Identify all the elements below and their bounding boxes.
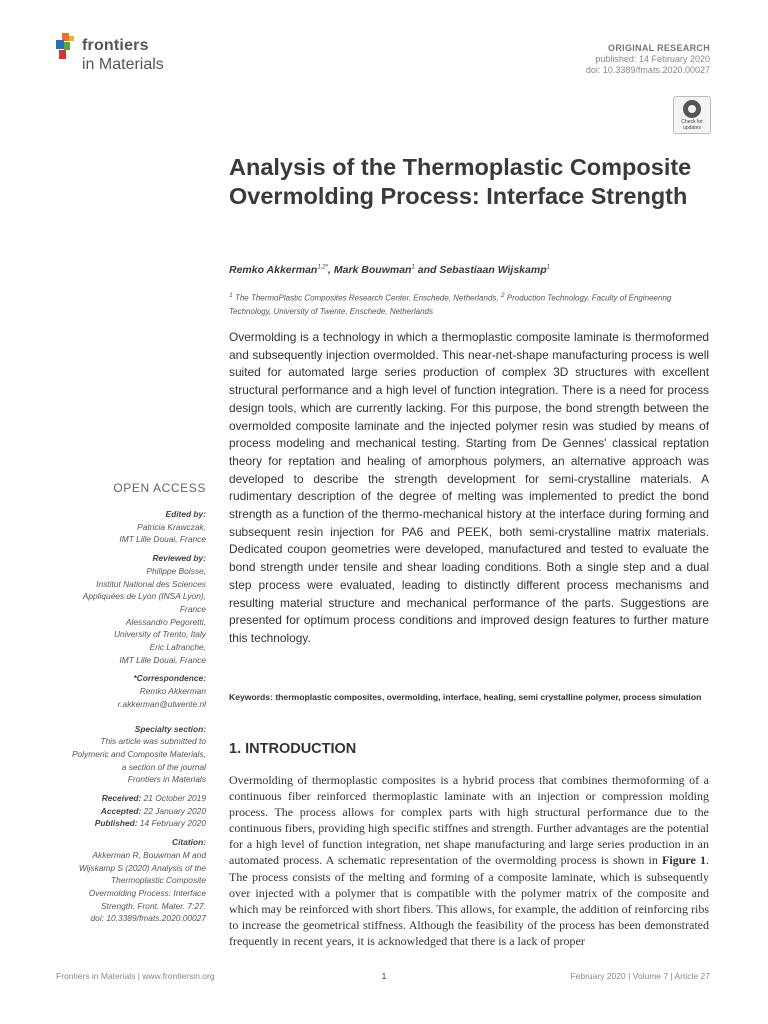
specialty-section-label: Specialty section: bbox=[134, 723, 206, 734]
editor-affiliation: IMT Lille Douai, France bbox=[119, 534, 206, 545]
published-date-sidebar: Published: 14 February 2020 bbox=[94, 818, 206, 829]
reviewer-affiliation: IMT Lille Douai, France bbox=[119, 654, 206, 665]
citation-doi-link[interactable]: doi: 10.3389/fmats.2020.00027 bbox=[90, 913, 206, 924]
check-updates-label: Check for updates bbox=[681, 119, 703, 131]
footer-journal-link[interactable]: Frontiers in Materials | www.frontiersin.org bbox=[56, 971, 215, 981]
reviewed-by-label: Reviewed by: bbox=[152, 553, 206, 564]
doi-link[interactable]: doi: 10.3389/fmats.2020.00027 bbox=[585, 65, 710, 75]
affiliation-2: Production Technology, Faculty of Engineering Technology, University of Twente, Enschede, Netherlands bbox=[229, 293, 672, 316]
introduction-paragraph: Overmolding of thermoplastic composites is a hybrid process that combines thermoforming of a continuous fiber reinforced thermoplastic laminate with an injection or compression molding process. The process allows for complex parts with high structural performance due to the continuous fibers, providing high specific stiffnes and strength. Further advantages are the potential for a high level of function integration, net shape manufacturing and large series production in an automated process. A schematic representation of the overmolding process is shown in Figure 1. The process consists of the melting and forming of a composite laminate, which is subsequently over injected with a polymer that is compatible with the polymer matrix of the composite and which may be reinforced with short fibers. This allows, for example, the addition of reinforcing ribs to increase the geometrical stiffness. Although the feasibility of the process has been demonstrated frequently in recent years, it is acknowledged that there is a lack of proper bbox=[229, 773, 709, 948]
open-access-label: OPEN ACCESS bbox=[113, 481, 206, 495]
abstract: Overmolding is a technology in which a thermoplastic composite laminate is thermoformed and subsequently injection overmolded. This near-net-shape manufacturing process is well suited for automated large series production of complex 3D structures with excellent structural performance and a high level of function integration. There is a need for process design tools, which are currently lacking. For this purpose, the bond strength between the overmolded composite laminate and the injected polymer resin was studied by means of process modeling and mechanical testing. Starting from De Gennes' classical reptation theory for reptation and healing of amorphous polymers, an alternative approach was developed to describe the strength development for semi-crystalline materials. A rudimentary description of the degree of melting was implemented to predict the bond strength as a function of the thermo-mechanical history at the interface during forming and subsequent resin injection for PA6 and PEEK, both semi-crystalline matrix materials. Dedicated coupon geometries were developed, manufactured and tested to evaluate the bond strength under tensile and shear loading conditions. Both a single step and a dual step process were evaluated, leading to distinctly different process mechanisms and resulting material structure and mechanical performance of the parts. Suggestions are presented for optimum process conditions and improved design features to further mature this technology. bbox=[229, 330, 709, 645]
affiliation-1: The ThermoPlastic Composites Research Center, Enschede, Netherlands, bbox=[234, 293, 499, 303]
specialty-text: This article was submitted to bbox=[100, 736, 206, 747]
author-affil-sup: 1 bbox=[411, 264, 415, 271]
citation-text: Wijskamp S (2020) Analysis of the bbox=[78, 862, 206, 873]
reviewer-name[interactable]: Eric Lafranche, bbox=[149, 642, 206, 653]
author-list: Remko Akkerman$^{1,2*}$, Mark Bouwman$^1$ and Sebastiaan Wijskamp$^1$ bbox=[229, 264, 550, 276]
received-date: Received: 21 October 2019 bbox=[101, 793, 206, 804]
reviewer-affiliation: France bbox=[179, 603, 206, 614]
citation-text: Akkerman R, Bouwman M and bbox=[92, 849, 206, 860]
author-name[interactable]: Mark Bouwman bbox=[333, 264, 412, 276]
footer-issue-info: February 2020 | Volume 7 | Article 27 bbox=[570, 971, 710, 981]
author-affil-sup: 1 bbox=[546, 264, 550, 271]
author-name[interactable]: Sebastiaan Wijskamp bbox=[439, 264, 547, 276]
author-affil-sup: 1,2* bbox=[317, 264, 329, 271]
accepted-date: Accepted: 22 January 2020 bbox=[100, 805, 206, 816]
article-type: ORIGINAL RESEARCH bbox=[608, 43, 710, 53]
article-title: Analysis of the Thermoplastic Composite Overmolding Process: Interface Strength bbox=[229, 154, 692, 209]
reviewer-affiliation: Appliquées de Lyon (INSA Lyon), bbox=[82, 591, 206, 602]
specialty-text: Polymeric and Composite Materials, bbox=[71, 748, 206, 759]
keywords: Keywords: thermoplastic composites, overmolding, interface, healing, semi crystalline polymer, process simulation bbox=[229, 692, 702, 702]
correspondence-email[interactable]: r.akkerman@utwente.nl bbox=[117, 698, 206, 709]
affiliations: $^1$ The ThermoPlastic Composites Research Center, Enschede, Netherlands, $^2$ Production Technology, Faculty of Engineering Technology, University of Twente, Enschede, Netherlands bbox=[229, 292, 672, 316]
reviewer-affiliation: Institut National des Sciences bbox=[96, 578, 206, 589]
specialty-text: a section of the journal bbox=[121, 761, 206, 772]
journal-subname: in Materials bbox=[82, 56, 164, 73]
reviewer-name[interactable]: Alessandro Pegoretti, bbox=[125, 616, 206, 627]
edited-by-label: Edited by: bbox=[165, 509, 206, 519]
figure-reference-link[interactable]: Figure 1 bbox=[662, 853, 706, 868]
editor-name[interactable]: Patricia Krawczak, bbox=[137, 521, 206, 532]
page-number: 1 bbox=[381, 971, 387, 981]
citation-text: Thermoplastic Composite bbox=[111, 875, 206, 886]
specialty-text: Frontiers in Materials bbox=[127, 774, 206, 785]
author-name[interactable]: Remko Akkerman bbox=[229, 264, 318, 276]
reviewer-affiliation: University of Trento, Italy bbox=[114, 629, 206, 640]
reviewer-name[interactable]: Philippe Boisse, bbox=[146, 565, 206, 576]
frontiers-logo-icon bbox=[56, 33, 78, 59]
check-updates-icon bbox=[683, 100, 701, 118]
citation-label: Citation: bbox=[172, 837, 206, 848]
correspondence-name: Remko Akkerman bbox=[139, 686, 206, 697]
article-meta bbox=[586, 43, 710, 76]
journal-name: frontiers bbox=[82, 37, 149, 54]
citation-text: Overmolding Process: Interface bbox=[88, 887, 206, 898]
citation-text: Strength. Front. Mater. 7:27. bbox=[101, 900, 206, 911]
published-date: published: 14 February 2020 bbox=[595, 54, 710, 64]
article-info-sidebar bbox=[40, 508, 206, 925]
correspondence-label: *Correspondence: bbox=[133, 673, 206, 684]
check-for-updates-button[interactable] bbox=[673, 96, 711, 134]
section-heading: 1. INTRODUCTION bbox=[229, 741, 357, 757]
journal-logo[interactable] bbox=[56, 33, 206, 81]
